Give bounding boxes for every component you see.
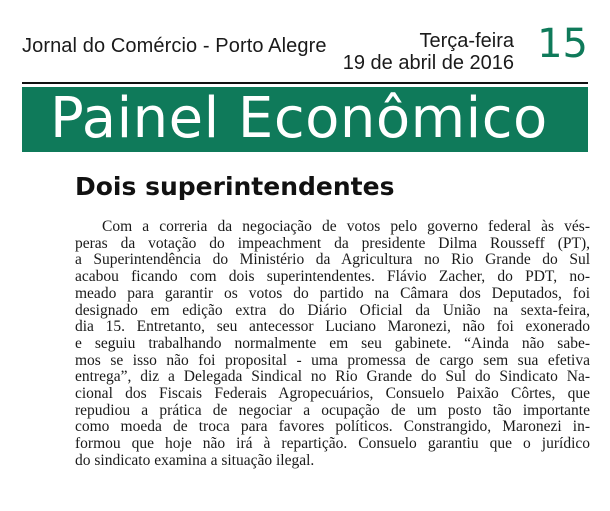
section-banner — [22, 87, 588, 152]
body-line: a Superintendência do Ministério da Agricultura no Rio Grande do Sul — [75, 251, 590, 269]
body-line: designado em edição extra do Diário Oficial da União na sexta-feira, — [75, 301, 590, 319]
body-line: cional dos Fiscais Federais Agropecuários, Consuelo Paixão Côrtes, que — [75, 385, 590, 403]
body-line: do sindicato examina a situação ilegal. — [75, 451, 315, 469]
body-line: repudiou a prática de negociar a ocupação de um posto tão importante — [75, 401, 590, 419]
newspaper-name: Jornal do Comércio - Porto Alegre — [22, 35, 327, 57]
body-line: dia 15. Entretanto, seu antecessor Luciano Maronezi, não foi exonerado — [75, 318, 590, 336]
issue-date: 19 de abril de 2016 — [342, 52, 514, 74]
body-line: Com a correria da negociação de votos pelo governo federal às vés- — [102, 218, 590, 235]
article-body — [75, 219, 590, 470]
header-divider — [22, 82, 588, 84]
issue-weekday: Terça-feira — [419, 30, 514, 52]
body-line: formou que hoje não irá à repartição. Consuelo garantiu que o jurídico — [75, 435, 590, 453]
page-number: 15 — [537, 21, 588, 67]
masthead — [0, 0, 610, 78]
body-line: acabou ficando com dois superintendentes. Flávio Zacher, do PDT, no- — [75, 268, 590, 286]
body-line: como moeda de troca para favores políticos. Constrangido, Maronezi in- — [75, 418, 590, 436]
section-title: Painel Econômico — [50, 87, 548, 151]
body-line: entrega”, diz a Delegada Sindical no Rio Grande do Sul do Sindicato Na- — [75, 368, 590, 386]
article-headline: Dois superintendentes — [75, 172, 395, 201]
body-line: peras da votação do impeachment da presidente Dilma Rousseff (PT), — [75, 234, 590, 252]
body-line: meado para garantir os votos do partido na Câmara dos Deputados, foi — [75, 284, 590, 302]
body-line: mos se isso não foi proposital - uma promessa de cargo sem sua efetiva — [75, 351, 590, 369]
body-line: e seguiu trabalhando normalmente em seu gabinete. “Ainda não sabe- — [75, 334, 590, 352]
